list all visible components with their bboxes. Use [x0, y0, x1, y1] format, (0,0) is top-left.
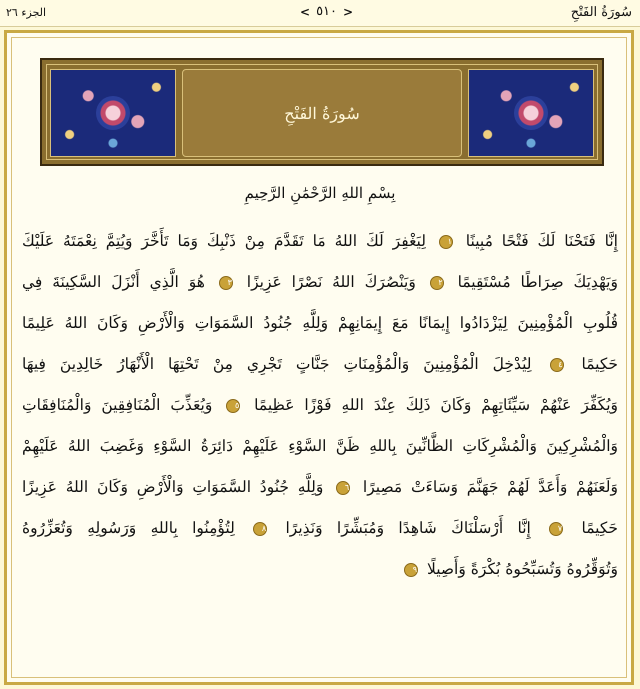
ayah-marker-icon[interactable]: ٣ [219, 276, 233, 290]
ayah-marker-icon[interactable]: ٢ [430, 276, 444, 290]
ayah-marker-icon[interactable]: ٧ [549, 522, 563, 536]
banner-title-panel [182, 69, 462, 157]
verse-line[interactable]: حَكِيمًا ٤ لِيُدْخِلَ الْمُؤْمِنِينَ وَالْمُؤْمِنَاتِ جَنَّاتٍ تَجْرِي مِنْ تَحْتِهَا الْأَنْهَارُ خَالِدِينَ فِيهَا [22, 355, 618, 373]
top-bar [0, 0, 640, 27]
next-page-button[interactable]: > [343, 4, 354, 19]
banner-surah-title: سُورَةُ الفَتْحِ [284, 103, 360, 123]
ayah-marker-icon[interactable]: ٤ [550, 358, 564, 372]
verse-line[interactable]: إِنَّا فَتَحْنَا لَكَ فَتْحًا مُبِينًا ١ لِيَغْفِرَ لَكَ اللهُ مَا تَقَدَّمَ مِنْ ذَنْبِكَ وَمَا تَأَخَّرَ وَيُتِمَّ نِعْمَتَهُ عَلَيْكَ [22, 232, 618, 250]
verse-line[interactable]: وَالْمُشْرِكِينَ وَالْمُشْرِكَاتِ الظَّانِّينَ بِاللهِ ظَنَّ السَّوْءِ عَلَيْهِمْ دَائِرَةُ السَّوْءِ وَغَضِبَ اللهُ عَلَيْهِمْ [22, 437, 618, 455]
ornament-tile-right [468, 69, 594, 157]
ayah-marker-icon[interactable]: ١ [439, 235, 453, 249]
verse-line[interactable]: وَيَهْدِيَكَ صِرَاطًا مُسْتَقِيمًا ٢ وَيَنْصُرَكَ اللهُ نَصْرًا عَزِيزًا ٣ هُوَ الَّذِي أَنْزَلَ السَّكِينَةَ فِي [22, 273, 618, 291]
ayah-marker-icon[interactable]: ٩ [404, 563, 418, 577]
prev-page-button[interactable]: < [300, 4, 311, 19]
verse-line[interactable]: وَيُكَفِّرَ عَنْهُمْ سَيِّئَاتِهِمْ وَكَانَ ذَلِكَ عِنْدَ اللهِ فَوْزًا عَظِيمًا ٥ وَيُعَذِّبَ الْمُنَافِقِينَ وَالْمُنَافِقَاتِ [22, 396, 618, 414]
ayah-marker-icon[interactable]: ٥ [226, 399, 240, 413]
page-navigator [300, 4, 353, 19]
surah-name-header: سُورَةُ الفَتْحِ [570, 5, 632, 20]
ornament-tile-left [50, 69, 176, 157]
surah-banner [40, 58, 604, 166]
verses-body [22, 226, 618, 595]
juz-label: الجزء ٢٦ [6, 6, 47, 19]
verse-line[interactable]: وَلَعَنَهُمْ وَأَعَدَّ لَهُمْ جَهَنَّمَ وَسَاءَتْ مَصِيرًا ٦ وَلِلَّهِ جُنُودُ السَّمَوَاتِ وَالْأَرْضِ وَكَانَ اللهُ عَزِيزًا [22, 478, 618, 496]
verse-line[interactable]: وَتُوَقِّرُوهُ وَتُسَبِّحُوهُ بُكْرَةً وَأَصِيلًا ٩ [22, 554, 618, 595]
page-number: ٥١٠ [316, 4, 338, 19]
ayah-marker-icon[interactable]: ٦ [336, 481, 350, 495]
basmala: بِسْمِ اللهِ الرَّحْمَٰنِ الرَّحِيمِ [244, 184, 396, 202]
ayah-marker-icon[interactable]: ٨ [253, 522, 267, 536]
verse-line[interactable]: حَكِيمًا ٧ إِنَّا أَرْسَلْنَاكَ شَاهِدًا وَمُبَشِّرًا وَنَذِيرًا ٨ لِتُؤْمِنُوا بِاللهِ وَرَسُولِهِ وَتُعَزِّرُوهُ [22, 519, 619, 537]
verse-line[interactable]: قُلُوبِ الْمُؤْمِنِينَ لِيَزْدَادُوا إِيمَانًا مَعَ إِيمَانِهِمْ وَلِلَّهِ جُنُودُ السَّمَوَاتِ وَالْأَرْضِ وَكَانَ اللهُ عَلِيمًا [22, 314, 618, 332]
